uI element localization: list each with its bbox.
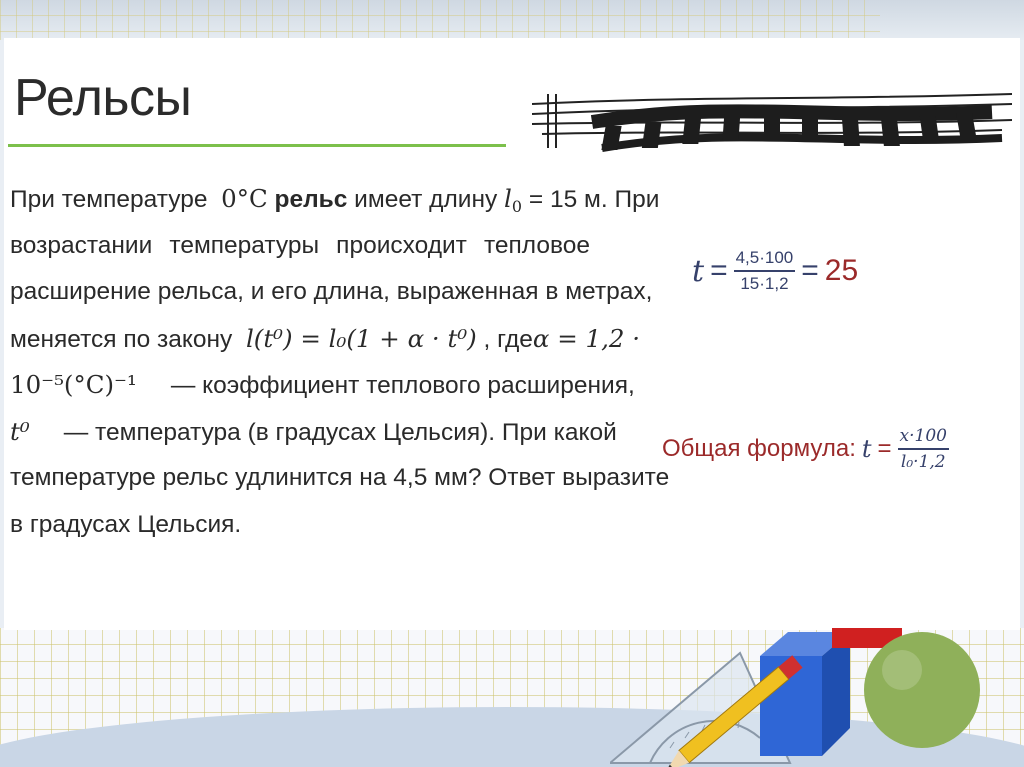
- solution-formula: t = $\frac{4,5\cdot 100}{15\cdot 1,2}$ = 25: [692, 248, 859, 293]
- problem-line-7: температуре рельс удлинится на 4,5 мм? Ответ выразите: [10, 464, 670, 491]
- general-formula: Общая формула: t = $\frac{x\cdot 100}{\text{l₀·1,2}}$: [662, 426, 947, 472]
- problem-line-8: в градусах Цельсия.: [10, 510, 242, 538]
- general-formula-fraction: $\frac{x\cdot 100}{\text{l₀·1,2}}$: [899, 426, 947, 472]
- slide-content: [4, 38, 1020, 630]
- general-formula-label: Общая формула:: [662, 435, 856, 462]
- problem-line-1: При температуре 0°C рельс имеет длину $l_0 = 15$ м. При: [10, 184, 660, 216]
- problem-text: [10, 176, 670, 548]
- railway-track-icon: [532, 90, 1012, 160]
- green-sphere-icon: [864, 632, 980, 748]
- problem-line-4: меняется по закону l(t⁰) = l₀(1 + α · t⁰) , гдеα = 1,2 ·: [10, 323, 641, 353]
- length-law-formula: l(t⁰) = l₀(1 + α · t⁰): [245, 323, 477, 353]
- problem-line-5: 10⁻⁵(°C)⁻¹ — коэффициент теплового расширения,: [10, 370, 635, 399]
- background-top-band: [0, 0, 1024, 40]
- blue-cube-icon: [760, 632, 850, 756]
- title-underline: [8, 144, 506, 147]
- slide-title: Рельсы: [14, 69, 192, 127]
- geometry-decor: [610, 628, 1024, 767]
- problem-line-2: возрастании температуры происходит тепловое: [10, 231, 590, 259]
- solution-answer: 25: [824, 254, 859, 287]
- problem-line-6: t⁰ — температура (в градусах Цельсия). При какой: [10, 416, 617, 446]
- problem-line-3: расширение рельса, и его длина, выраженная в метрах,: [10, 278, 653, 305]
- solution-fraction: $\frac{4,5\cdot 100}{15\cdot 1,2}$: [735, 248, 794, 293]
